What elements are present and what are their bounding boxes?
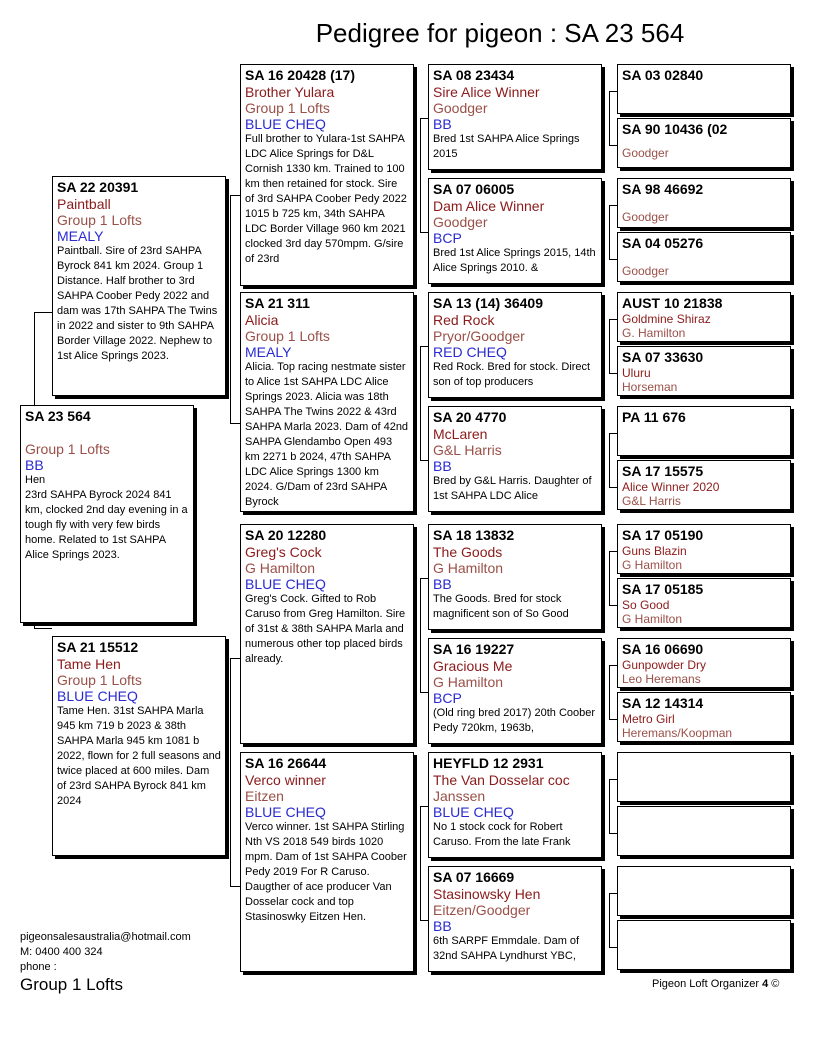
contact-mobile: M: 0400 400 324 (20, 946, 103, 958)
ring-number: SA 16 06690 (622, 641, 704, 657)
pigeon-card-gen4[interactable] (428, 292, 602, 398)
copyright-icon: © (771, 978, 780, 990)
notes: Red Rock. Bred for stock. Direct son of top producers (433, 361, 591, 388)
pigeon-name: Gracious Me (433, 658, 513, 674)
connector-line (34, 312, 52, 313)
pigeon-card-gen3[interactable] (240, 64, 414, 286)
pigeon-name: Brother Yulara (245, 84, 335, 100)
pigeon-card-gen5[interactable] (617, 578, 791, 628)
brand-name: Pigeon Loft Organizer (652, 978, 760, 990)
ring-number: SA 07 06005 (433, 181, 515, 197)
ring-number: SA 08 23434 (433, 67, 515, 83)
pigeon-name: Stasinowsky Hen (433, 886, 541, 902)
colour: BLUE CHEQ (245, 116, 326, 132)
breeder: Janssen (433, 788, 486, 804)
pigeon-card-gen5[interactable] (617, 232, 791, 282)
pigeon-card-gen3[interactable] (240, 524, 414, 744)
pigeon-card-gen4[interactable] (428, 638, 602, 744)
contact-phone: phone : (20, 961, 57, 973)
pigeon-name: Metro Girl (622, 712, 675, 726)
pigeon-name: Red Rock (433, 312, 495, 328)
colour: BLUE CHEQ (433, 804, 514, 820)
breeder: G&L Harris (622, 494, 681, 508)
pigeon-card-gen3[interactable] (240, 752, 414, 972)
notes: Hen 23rd SAHPA Byrock 2024 841 km, clocked 2nd day evening in a tough fly with very few birds home. Related to 1st SAHPA Alice Springs 2023. (25, 474, 188, 561)
pigeon-name: Goldmine Shiraz (622, 312, 711, 326)
pigeon-card-gen5-empty[interactable] (617, 752, 791, 802)
connector-line (420, 578, 421, 692)
pigeon-card-gen5-empty[interactable] (617, 806, 791, 856)
connector-line (230, 658, 240, 659)
colour: BB (433, 918, 452, 934)
pigeon-name: Paintball (57, 196, 111, 212)
pigeon-card-sire[interactable] (52, 176, 226, 396)
pigeon-name: Dam Alice Winner (433, 198, 545, 214)
connector-line (420, 692, 428, 693)
pigeon-card-gen5[interactable] (617, 346, 791, 396)
colour: BLUE CHEQ (245, 576, 326, 592)
breeder: Goodger (622, 146, 669, 160)
connector-line (609, 433, 617, 434)
pigeon-name: Uluru (622, 366, 651, 380)
pigeon-name: Greg's Cock (245, 544, 322, 560)
ring-number: SA 90 10436 (02 (622, 121, 728, 137)
breeder: Goodger (622, 264, 669, 278)
pigeon-card-gen5[interactable] (617, 64, 791, 114)
notes: Alicia. Top racing nestmate sister to Alice 1st SAHPA LDC Alice Springs 2023. Alicia was 18th SAHPA The Twins 2022 & 43rd SAHPA Marla 2023. Dam of 42nd SAHPA Glendambo Open 493 km 2271 b 2024, 47th SAHPA LDC Alice Springs 1300 km 2024. G/Dam of 23rd SAHPA Byrock (245, 361, 409, 508)
connector-line (609, 665, 617, 666)
ring-number: SA 13 (14) 36409 (433, 295, 543, 311)
connector-line (420, 118, 428, 119)
connector-line (609, 893, 617, 894)
pigeon-name: The Goods (433, 544, 503, 560)
connector-line (609, 605, 617, 606)
colour: BB (25, 457, 44, 473)
breeder: G Hamilton (622, 612, 683, 626)
notes: No 1 stock cock for Robert Caruso. From the late Frank (433, 821, 571, 848)
pigeon-card-gen4[interactable] (428, 406, 602, 512)
notes: Paintball. Sire of 23rd SAHPA Byrock 841 km 2024. Group 1 Distance. Half brother to 3rd SAHPA Coober Pedy 2022 and dam was 17th SAHPA The Twins in 2022 and sister to 9th SAHPA Border Village 2022. Nephew to 1st Alice Springs 2023. (57, 245, 218, 362)
notes: Verco winner. 1st SAHPA Stirling Nth VS 2018 549 birds 1020 mpm. Dam of 1st SAHPA Coober Pedy 2019 For R Caruso. Daugther of ace producer Van Dosselar cock and top Stasinoswky Eitzen Hen. (245, 821, 407, 923)
pigeon-card-gen5[interactable] (617, 638, 791, 688)
connector-line (609, 91, 617, 92)
pigeon-card-gen5[interactable] (617, 460, 791, 510)
ring-number: SA 21 15512 (57, 639, 139, 655)
connector-line (609, 319, 610, 373)
breeder: Group 1 Lofts (245, 100, 330, 116)
ring-number: PA 11 676 (622, 409, 686, 425)
ring-number: SA 20 4770 (433, 409, 507, 425)
ring-number: SA 20 12280 (245, 527, 327, 543)
ring-number: SA 18 13832 (433, 527, 515, 543)
notes: Full brother to Yulara-1st SAHPA LDC Alice Springs for D&L Cornish 1330 km. Trained to 100 km then retained for stock. Sire of 3rd SAHPA Coober Pedy 2022 1015 b 725 km, 34th SAHPA LDC Border Village 960 km 2021 clocked 3rd day 570mpm. G/sire of 23rd (245, 133, 407, 265)
pigeon-card-gen5-empty[interactable] (617, 866, 791, 916)
pigeon-name: Verco winner (245, 772, 326, 788)
ring-number: SA 03 02840 (622, 67, 704, 83)
ring-number: SA 16 20428 (17) (245, 67, 355, 83)
ring-number: SA 17 05190 (622, 527, 704, 543)
connector-line (609, 893, 610, 947)
ring-number: SA 21 311 (245, 295, 310, 311)
breeder: Goodger (622, 210, 669, 224)
pigeon-card-gen5[interactable] (617, 178, 791, 228)
connector-line (609, 205, 617, 206)
pigeon-card-gen4[interactable] (428, 866, 602, 972)
breeder: G Hamilton (433, 560, 504, 576)
breeder: Group 1 Lofts (245, 328, 330, 344)
ring-number: AUST 10 21838 (622, 295, 723, 311)
pigeon-name: Alicia (245, 312, 279, 328)
connector-line (609, 373, 617, 374)
breeder: Horseman (622, 380, 678, 394)
notes: The Goods. Bred for stock magnificent son of So Good (433, 593, 569, 620)
pigeon-name (622, 138, 786, 146)
connector-line (420, 460, 428, 461)
brand-version: 4 (762, 978, 769, 990)
pigeon-name: Alice Winner 2020 (622, 480, 720, 494)
ring-number: SA 16 26644 (245, 755, 327, 771)
connector-line (230, 886, 240, 887)
colour: RED CHEQ (433, 344, 507, 360)
pigeon-card-subject[interactable] (20, 405, 194, 623)
connector-line (420, 118, 421, 232)
breeder: Group 1 Lofts (25, 441, 110, 457)
connector-line (230, 195, 231, 423)
ring-number: SA 12 14314 (622, 695, 704, 711)
ring-number: SA 04 05276 (622, 235, 704, 251)
colour: MEALY (57, 228, 104, 244)
breeder: G Hamilton (433, 674, 504, 690)
page-title: Pedigree for pigeon : SA 23 564 (315, 18, 685, 48)
connector-line (609, 551, 617, 552)
connector-line (609, 947, 617, 948)
connector-line (609, 259, 617, 260)
breeder: G. Hamilton (622, 326, 686, 340)
connector-line (609, 433, 610, 487)
ring-number: SA 16 19227 (433, 641, 515, 657)
breeder: G Hamilton (245, 560, 316, 576)
ring-number: HEYFLD 12 2931 (433, 755, 544, 771)
notes: Greg's Cock. Gifted to Rob Caruso from Greg Hamilton. Sire of 31st & 38th SAHPA Marla and numerous other top placed birds already. (245, 593, 406, 665)
connector-line (609, 551, 610, 605)
notes: Bred 1st Alice Springs 2015, 14th Alice Springs 2010. & (433, 247, 596, 274)
pigeon-card-gen5[interactable] (617, 406, 791, 456)
notes: (Old ring bred 2017) 20th Coober Pedy 720km, 1963b, (433, 707, 596, 734)
breeder: G Hamilton (622, 558, 683, 572)
pigeon-card-gen5[interactable] (617, 692, 791, 742)
colour: BCP (433, 690, 462, 706)
pigeon-name: Gunpowder Dry (622, 658, 707, 672)
pigeon-card-gen5[interactable] (617, 292, 791, 342)
connector-line (230, 423, 240, 424)
connector-line (609, 319, 617, 320)
software-brand (652, 978, 779, 990)
pigeon-name: Tame Hen (57, 656, 121, 672)
breeder: Pryor/Goodger (433, 328, 525, 344)
breeder: Group 1 Lofts (57, 672, 142, 688)
breeder: Group 1 Lofts (57, 212, 142, 228)
breeder: Goodger (433, 214, 488, 230)
connector-line (230, 195, 240, 196)
connector-line (420, 578, 428, 579)
breeder: Eitzen (245, 788, 284, 804)
pigeon-card-gen4[interactable] (428, 64, 602, 170)
pigeon-card-gen3[interactable] (240, 292, 414, 512)
pigeon-name (622, 252, 786, 264)
pigeon-name (25, 425, 189, 441)
connector-line (230, 658, 231, 886)
pigeon-card-dam[interactable] (52, 636, 226, 856)
connector-line (34, 628, 52, 629)
breeder: Leo Heremans (622, 672, 701, 686)
colour: BB (433, 576, 452, 592)
pigeon-card-gen4[interactable] (428, 524, 602, 630)
connector-line (609, 779, 610, 833)
notes: 6th SARPF Emmdale. Dam of 32nd SAHPA Lyndhurst YBC, (433, 935, 580, 962)
pigeon-card-gen5-empty[interactable] (617, 920, 791, 970)
notes: Tame Hen. 31st SAHPA Marla 945 km 719 b 2023 & 38th SAHPA Marla 945 km 1081 b 2022, flown for 2 full seasons and twice placed at 600 miles. Dam of 23rd SAHPA Byrock 841 km 2024 (57, 705, 221, 807)
loft-name: Group 1 Lofts (20, 975, 124, 994)
pigeon-name: McLaren (433, 426, 488, 442)
notes: Bred 1st SAHPA Alice Springs 2015 (433, 133, 580, 160)
pigeon-card-gen4[interactable] (428, 752, 602, 858)
connector-line (420, 806, 428, 807)
pigeon-name: Guns Blazin (622, 544, 687, 558)
ring-number: SA 98 46692 (622, 181, 704, 197)
colour: BB (433, 458, 452, 474)
ring-number: SA 17 05185 (622, 581, 704, 597)
connector-line (609, 91, 610, 145)
ring-number: SA 17 15575 (622, 463, 704, 479)
colour: MEALY (245, 344, 292, 360)
breeder: G&L Harris (433, 442, 502, 458)
connector-line (609, 205, 610, 259)
connector-line (609, 487, 617, 488)
notes: Bred by G&L Harris. Daughter of 1st SAHPA LDC Alice (433, 475, 592, 502)
connector-line (609, 719, 617, 720)
pigeon-name: The Van Dosselar coc (433, 772, 570, 788)
colour: BB (433, 116, 452, 132)
connector-line (420, 346, 428, 347)
contact-email: pigeonsalesaustralia@hotmail.com (20, 931, 191, 943)
connector-line (420, 232, 428, 233)
ring-number: SA 22 20391 (57, 179, 139, 195)
pigeon-card-gen4[interactable] (428, 178, 602, 284)
connector-line (609, 665, 610, 719)
connector-line (420, 920, 428, 921)
pigeon-card-gen5[interactable] (617, 118, 791, 168)
colour: BLUE CHEQ (57, 688, 138, 704)
breeder: Heremans/Koopman (622, 726, 733, 740)
connector-line (420, 806, 421, 920)
connector-line (609, 833, 617, 834)
connector-line (609, 779, 617, 780)
colour: BLUE CHEQ (245, 804, 326, 820)
ring-number: SA 07 33630 (622, 349, 704, 365)
pigeon-name (622, 198, 786, 210)
breeder: Goodger (433, 100, 488, 116)
connector-line (420, 346, 421, 460)
breeder: Eitzen/Goodger (433, 902, 531, 918)
pigeon-card-gen5[interactable] (617, 524, 791, 574)
ring-number: SA 23 564 (25, 408, 91, 424)
pigeon-name: So Good (622, 598, 670, 612)
colour: BCP (433, 230, 462, 246)
ring-number: SA 07 16669 (433, 869, 515, 885)
pigeon-name: Sire Alice Winner (433, 84, 540, 100)
connector-line (609, 145, 617, 146)
